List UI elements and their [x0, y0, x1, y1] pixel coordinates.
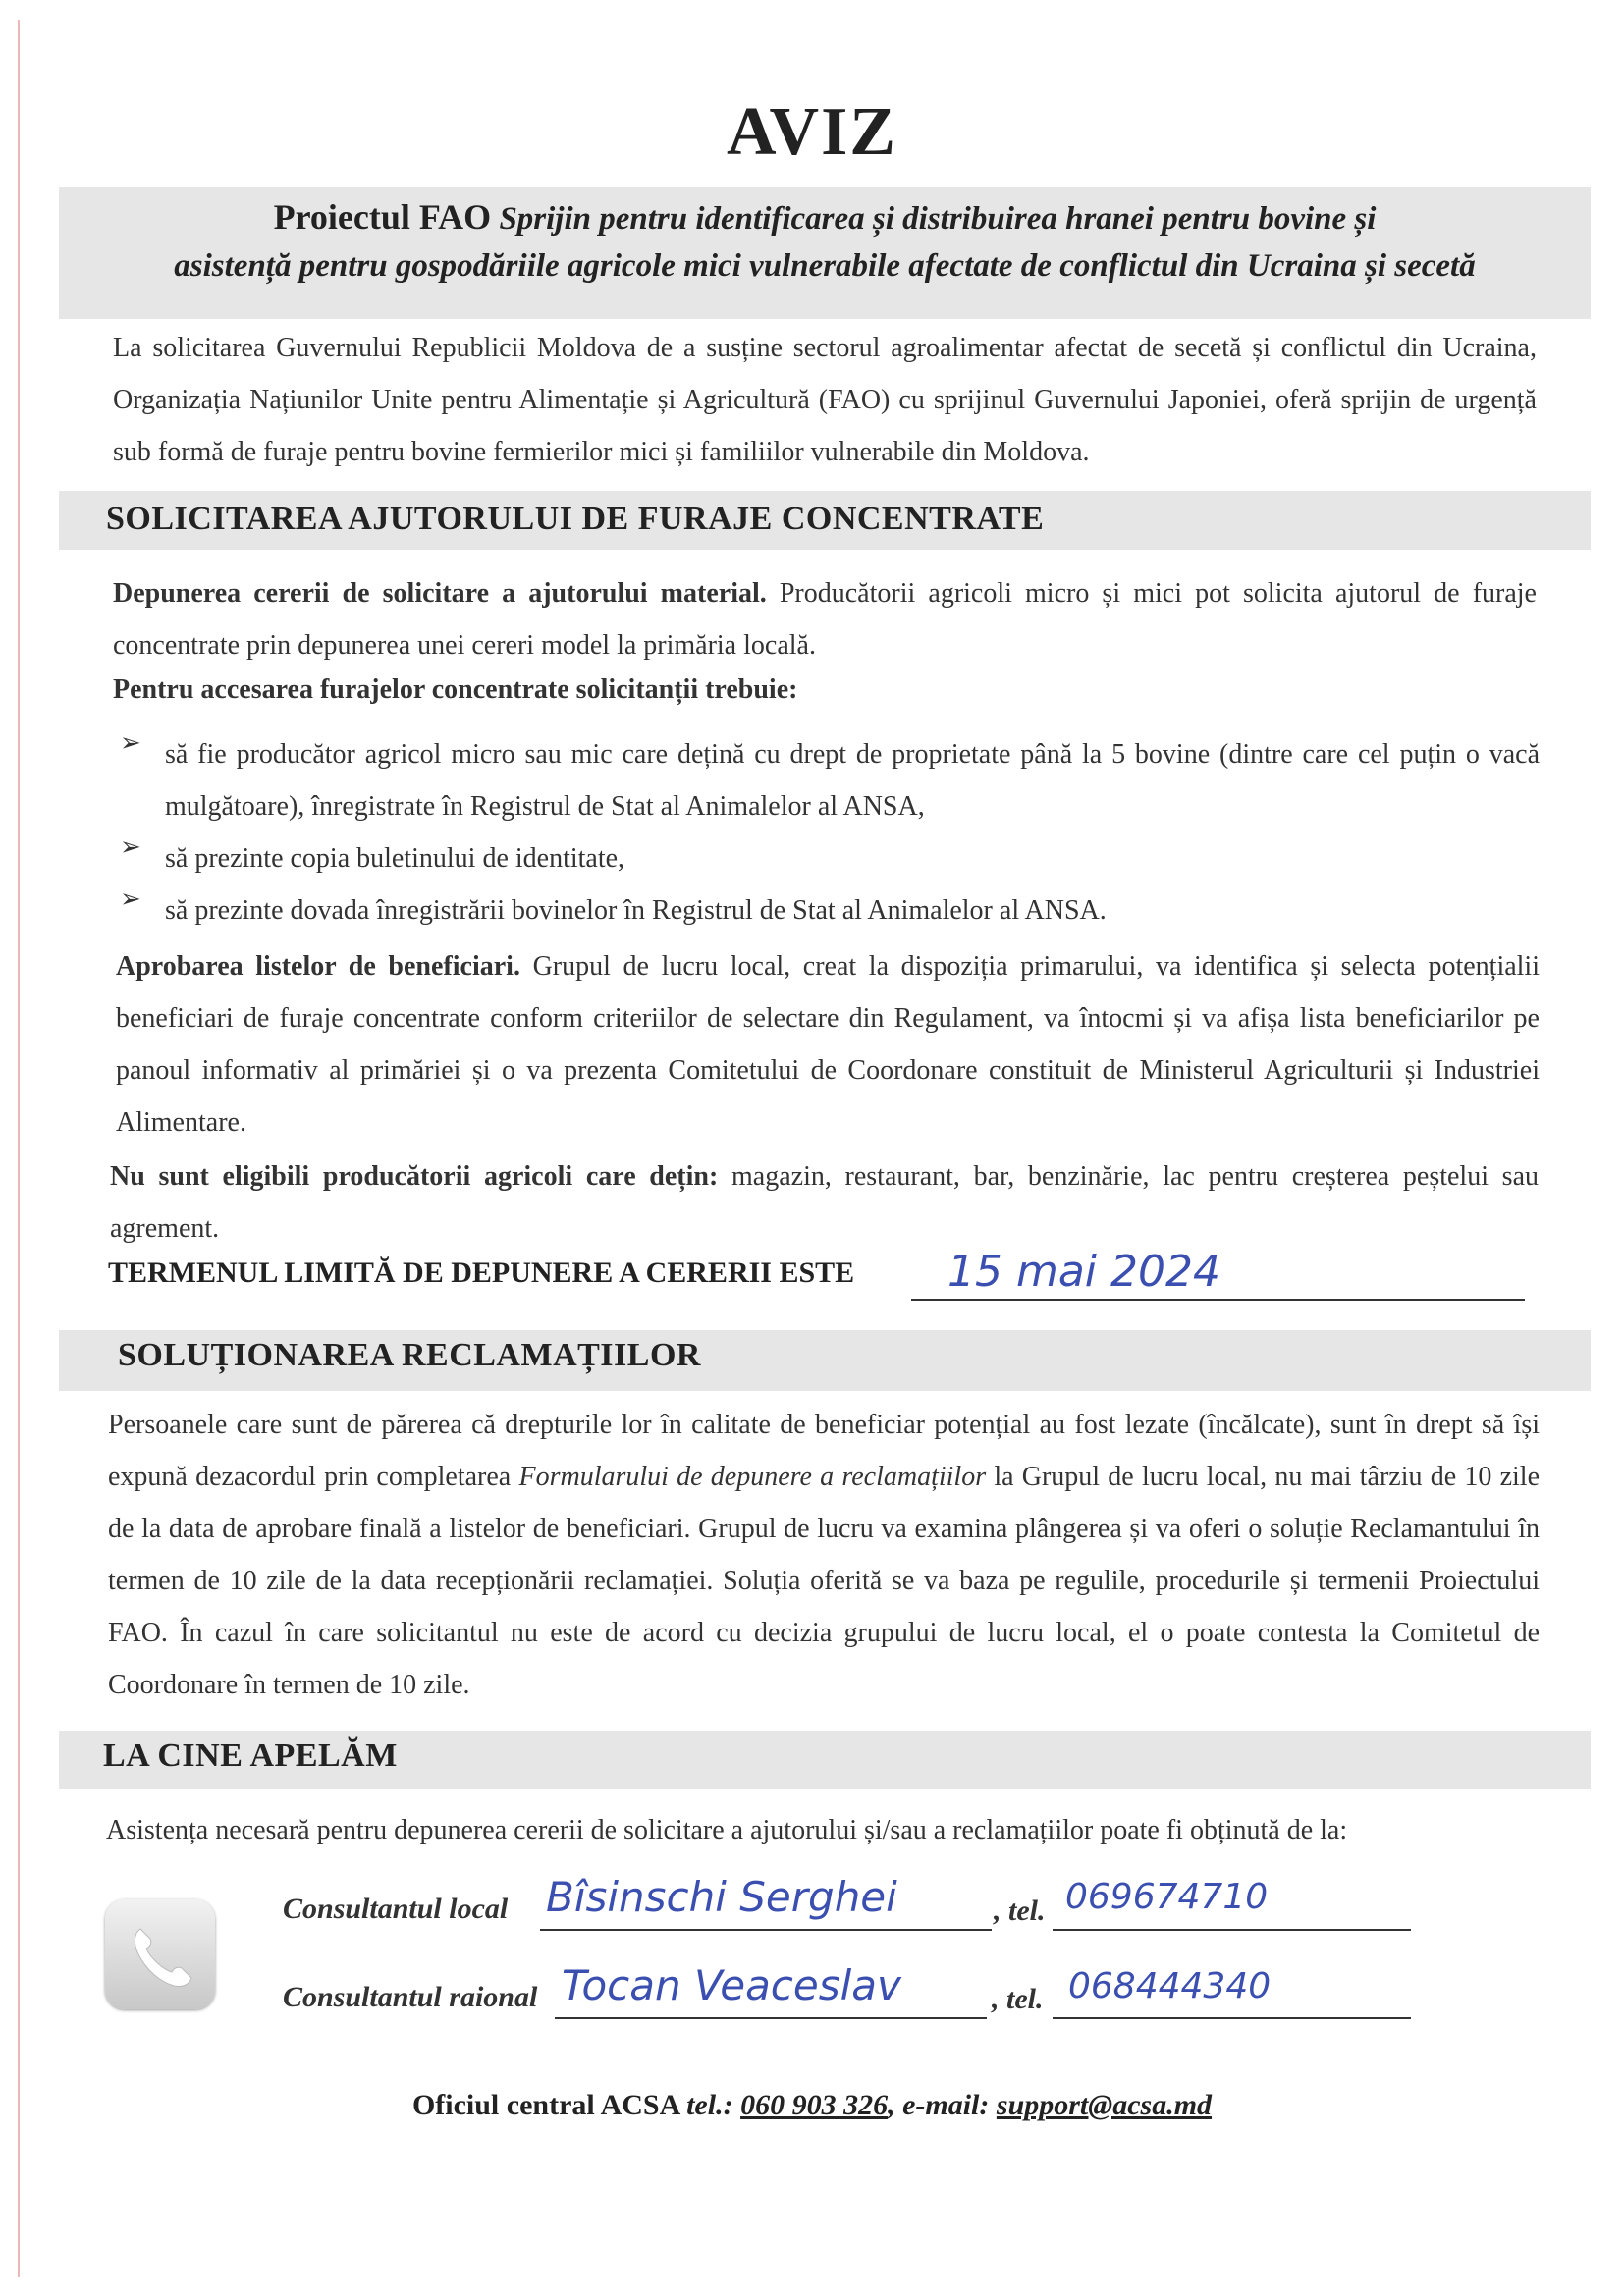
section1-p2-text: Grupul de lucru local, creat la dispoziția primarului, va identifica și selecta potențialii beneficiari de furaje concentrate conform criteriilor de selectare din Regulament, va întocmi și va afișa lista beneficiarilor pe panoul informativ al primăriei și o va prezenta Comitetului de Coordonare constituit de Ministerul Agriculturii și Industriei Alimentare.: [116, 951, 1540, 1138]
section1-p3-bold: Nu sunt eligibili producătorii agricoli care dețin:: [110, 1161, 719, 1192]
office-tel-label: tel.:: [686, 2089, 733, 2121]
central-office-footer: [0, 2089, 1624, 2122]
deadline-underline: [911, 1299, 1525, 1301]
deadline-handwritten-date: 15 mai 2024: [947, 1247, 1220, 1297]
local-consultant-label: Consultantul local: [283, 1893, 509, 1925]
raion-consultant-label: Consultantul raional: [283, 1981, 538, 2013]
section1-p3-text: magazin, restaurant, bar, benzinărie, lac pentru creșterea peștelui sau agrement.: [110, 1161, 1539, 1244]
scan-edge-line: [18, 20, 20, 2277]
section1-p1-text: Producătorii agricoli micro și mici pot solicita ajutorul de furaje concentrate prin depunerea unei cereri model la primăria locală.: [113, 578, 1537, 661]
requirement-item-2: să prezinte copia buletinului de identitate,: [165, 843, 625, 874]
local-tel-line: [1053, 1929, 1411, 1931]
section1-paragraph3: [110, 1150, 1539, 1255]
office-phone: 060 903 326: [740, 2089, 889, 2121]
section1-p1-bold: Depunerea cererii de solicitare a ajutorului material.: [113, 578, 767, 609]
section3-paragraph: Asistența necesară pentru depunerea cererii de solicitare a ajutorului și/sau a reclamațiilor poate fi obținută de la:: [106, 1815, 1348, 1845]
office-email-label: , e-mail:: [888, 2089, 990, 2121]
section1-paragraph2: [116, 940, 1540, 1148]
local-name-line: [540, 1929, 992, 1931]
requirements-heading: Pentru accesarea furajelor concentrate solicitanții trebuie:: [113, 674, 798, 705]
section1-paragraph1: [113, 567, 1537, 671]
project-line2: asistență pentru gospodăriile agricole mici vulnerabile afectate de conflictul din Ucraina și secetă: [174, 248, 1476, 284]
phone-icon: [105, 1899, 215, 2009]
raion-tel-line: [1053, 2017, 1411, 2019]
raion-consultant-name: Tocan Veaceslav: [562, 1961, 901, 2009]
local-tel-label: , tel.: [994, 1895, 1046, 1927]
raion-consultant-phone: 068444340: [1068, 1966, 1272, 2006]
project-line1: Sprijin pentru identificarea și distribuirea hranei pentru bovine și: [499, 201, 1377, 237]
local-consultant-phone: 069674710: [1065, 1877, 1269, 1917]
section1-heading: SOLICITAREA AJUTORULUI DE FURAJE CONCENTRATE: [106, 501, 1045, 537]
requirement-item-1: să fie producător agricol micro sau mic care dețină cu drept de proprietate până la 5 bovine (dintre care cel puțin o vacă mulgătoare), înregistrate în Registrul de Stat al Animalelor al ANSA,: [165, 739, 1540, 822]
raion-name-line: [555, 2017, 987, 2019]
section2-heading: SOLUȚIONAREA RECLAMAȚIILOR: [118, 1337, 701, 1373]
section3-heading: LA CINE APELĂM: [103, 1737, 398, 1774]
deadline-label: TERMENUL LIMITĂ DE DEPUNERE A CERERII ESTE: [108, 1256, 855, 1289]
page-title: AVIZ: [726, 94, 897, 170]
section2-p-part1: Persoanele care sunt de părerea că drepturile lor în calitate de beneficiar potențial au fost lezate (încălcate), sunt în drept să își expună dezacordul prin completarea: [108, 1410, 1540, 1492]
office-email-link[interactable]: support@acsa.md: [996, 2089, 1213, 2121]
project-prefix: Proiectul FAO: [273, 197, 492, 237]
raion-tel-label: , tel.: [992, 1983, 1044, 2015]
section1-p2-bold: Aprobarea listelor de beneficiari.: [116, 951, 520, 982]
complaint-form-name: Formularului de depunere a reclamațiilor: [518, 1462, 987, 1492]
local-consultant-name: Bîsinschi Serghei: [546, 1873, 897, 1921]
bullet-arrow-icon: ➢: [120, 832, 141, 861]
section2-p-part2: la Grupul de lucru local, nu mai târziu de 10 zile de la data de aprobare finală a listelor de beneficiari. Grupul de lucru va examina plângerea și va oferi o soluție Reclamantului în termen de 10 zile de la data recepționării reclamației. Soluția oferită se va baza pe regulile, procedurile și termenii Proiectului FAO. În cazul în care solicitantul nu este de acord cu decizia grupului de lucru local, el o poate contesta la Comitetul de Coordonare în termen de 10 zile.: [108, 1462, 1541, 1700]
requirement-item-3: să prezinte dovada înregistrării bovinelor în Registrul de Stat al Animalelor al ANSA.: [165, 895, 1107, 926]
project-title: [59, 193, 1591, 290]
bullet-arrow-icon: ➢: [120, 884, 141, 913]
intro-paragraph: La solicitarea Guvernului Republicii Moldova de a susține sectorul agroalimentar afectat de secetă și conflictul din Ucraina, Organizația Națiunilor Unite pentru Alimentație și Agricultură (FAO) cu sprijinul Guvernului Japoniei, oferă sprijin de urgență sub formă de furaje pentru bovine fermierilor mici și familiilor vulnerabile din Moldova.: [113, 333, 1537, 467]
section2-paragraph: [108, 1399, 1540, 1711]
bullet-arrow-icon: ➢: [120, 728, 141, 757]
office-label: Oficiul central ACSA: [411, 2089, 687, 2121]
